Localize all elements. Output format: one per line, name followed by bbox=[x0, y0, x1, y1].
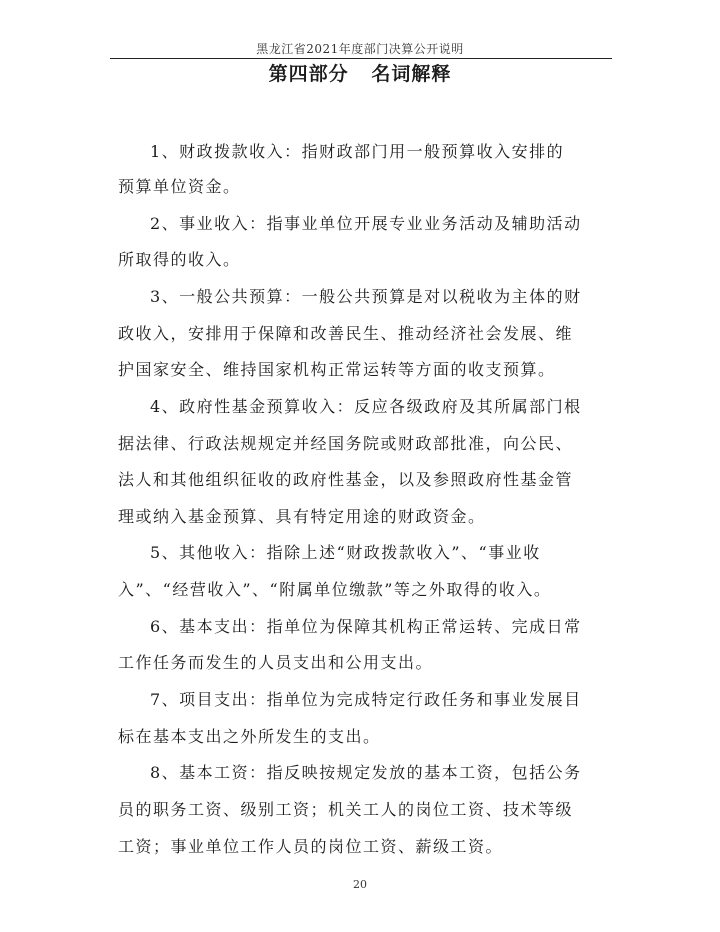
text-line: 1、财政拨款收入：指财政部门用一般预算收入安排的 bbox=[150, 142, 565, 161]
text-line: 所取得的收入。 bbox=[118, 250, 241, 269]
text-line: 预算单位资金。 bbox=[118, 177, 241, 196]
text-line: 3、一般公共预算：一般公共预算是对以税收为主体的财 bbox=[150, 287, 582, 306]
text-line: 理或纳入基金预算、具有特定用途的财政资金。 bbox=[118, 507, 486, 526]
running-header: 黑龙江省2021年度部门决算公开说明 bbox=[256, 42, 464, 56]
text-line: 入”、“经营收入”、“附属单位缴款”等之外取得的收入。 bbox=[118, 580, 552, 599]
text-line: 工作任务而发生的人员支出和公用支出。 bbox=[118, 653, 434, 672]
text-line: 7、项目支出：指单位为完成特定行政任务和事业发展目 bbox=[150, 690, 582, 709]
text-line: 护国家安全、维持国家机构正常运转等方面的收支预算。 bbox=[118, 360, 556, 379]
text-line: 5、其他收入：指除上述“财政拨款收入”、“事业收 bbox=[150, 543, 541, 562]
section-title: 第四部分 名词解释 bbox=[268, 63, 452, 85]
text-line: 工资；事业单位工作人员的岗位工资、薪级工资。 bbox=[118, 837, 504, 856]
text-line: 6、基本支出：指单位为保障其机构正常运转、完成日常 bbox=[150, 617, 582, 636]
text-line: 标在基本支出之外所发生的支出。 bbox=[118, 727, 381, 746]
text-line: 法人和其他组织征收的政府性基金，以及参照政府性基金管 bbox=[118, 470, 574, 489]
text-line: 员的职务工资、级别工资；机关工人的岗位工资、技术等级 bbox=[118, 800, 574, 819]
text-line: 2、事业收入：指事业单位开展专业业务活动及辅助活动 bbox=[150, 214, 582, 233]
text-line: 据法律、行政法规规定并经国务院或财政部批准，向公民、 bbox=[118, 434, 574, 453]
text-line: 8、基本工资：指反映按规定发放的基本工资，包括公务 bbox=[150, 763, 582, 782]
page-number: 20 bbox=[353, 878, 367, 891]
header-divider bbox=[110, 58, 612, 59]
text-line: 4、政府性基金预算收入：反应各级政府及其所属部门根 bbox=[150, 397, 582, 416]
text-line: 政收入，安排用于保障和改善民生、推动经济社会发展、维 bbox=[118, 324, 574, 343]
